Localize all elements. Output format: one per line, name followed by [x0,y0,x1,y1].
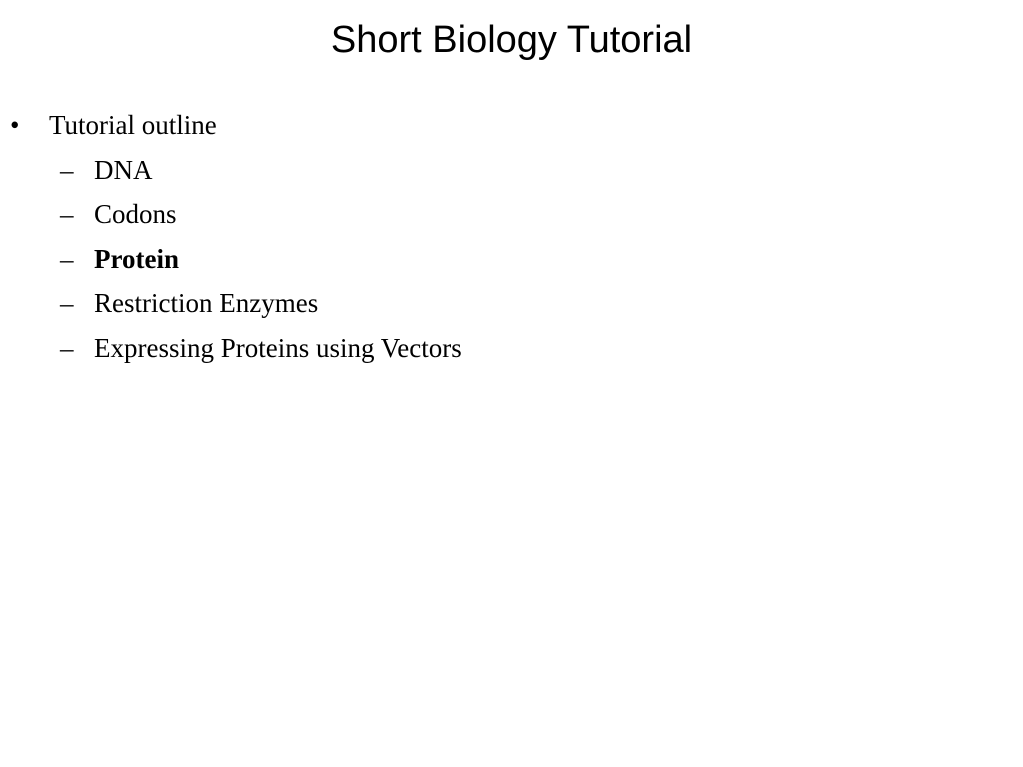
outline-item-label: Expressing Proteins using Vectors [94,332,462,363]
dash-marker: – [60,288,74,318]
outline-heading-item [0,103,462,148]
outline-item-label: Codons [94,199,177,229]
outline-heading: Tutorial outline [49,110,217,140]
slide-title: Short Biology Tutorial [330,19,693,61]
outline-item-dna [0,148,462,193]
outline-item-label: DNA [94,154,153,185]
bullet-marker: • [10,110,20,140]
dash-marker: – [60,154,74,185]
dash-marker: – [60,243,74,274]
outline-item-codons [0,192,462,237]
outline-item-protein [0,237,462,282]
outline-list [0,103,462,370]
outline-item-restriction-enzymes [0,281,462,326]
outline-item-label: Restriction Enzymes [94,288,319,318]
outline-item-label-current: Protein [94,243,179,274]
dash-marker: – [60,332,74,363]
outline-item-expressing-proteins [0,326,462,371]
dash-marker: – [60,199,74,229]
